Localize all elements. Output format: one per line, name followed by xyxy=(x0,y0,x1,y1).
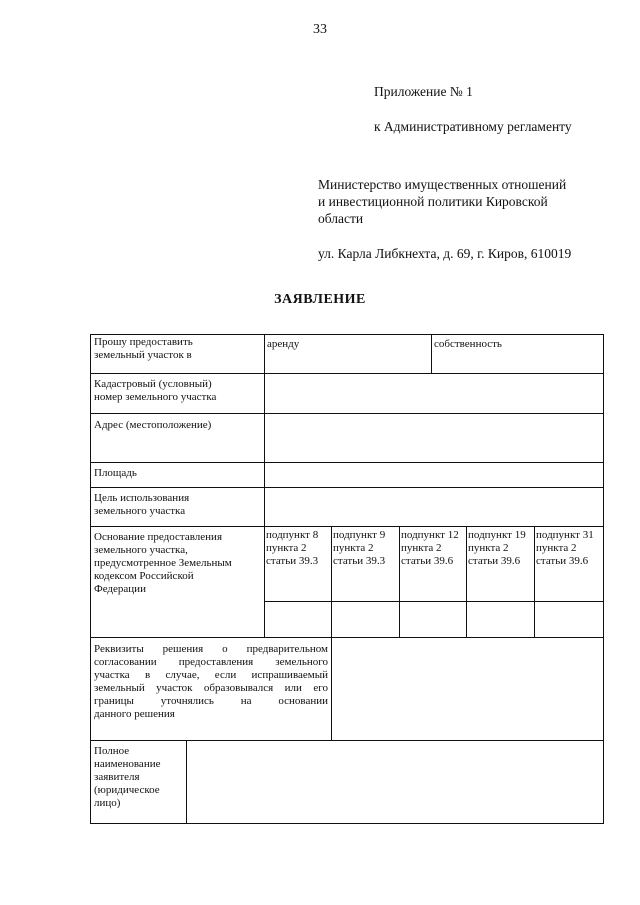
basis-check-4[interactable] xyxy=(466,601,535,638)
page-number: 33 xyxy=(313,22,327,37)
decision-label-line: земельный участок образовывался или его xyxy=(94,682,328,694)
basis-option-line: статьи 39.6 xyxy=(401,555,454,567)
cadastral-field[interactable] xyxy=(264,373,604,414)
basis-option-4[interactable] xyxy=(466,526,535,602)
decision-label-line: участка в случае, если испрашиваемый xyxy=(94,669,328,681)
applicant-label-line: наименование xyxy=(94,758,161,770)
basis-option-line: подпункт 12 xyxy=(401,529,459,541)
basis-option-2[interactable] xyxy=(331,526,400,602)
basis-label-line: земельного участка, xyxy=(94,544,188,556)
area-field[interactable] xyxy=(264,462,604,488)
basis-option-line: статьи 39.3 xyxy=(333,555,386,567)
recipient-address: ул. Карла Либкнехта, д. 69, г. Киров, 610019 xyxy=(318,246,572,261)
recipient-line-3: области xyxy=(318,211,364,226)
recipient-line-2: и инвестиционной политики Кировской xyxy=(318,194,548,209)
basis-option-line: пункта 2 xyxy=(333,542,374,554)
purpose-field[interactable] xyxy=(264,487,604,527)
basis-label-line: Федерации xyxy=(94,583,146,595)
recipient-line-1: Министерство имущественных отношений xyxy=(318,177,567,192)
basis-option-3[interactable] xyxy=(399,526,467,602)
cadastral-label-line: номер земельного участка xyxy=(94,391,217,403)
basis-check-5[interactable] xyxy=(534,601,604,638)
decision-label-line: согласовании предоставления земельного xyxy=(94,656,328,668)
basis-label-line: Основание предоставления xyxy=(94,531,223,543)
basis-option-line: пункта 2 xyxy=(536,542,577,554)
decision-details-field[interactable] xyxy=(331,637,604,741)
request-label xyxy=(90,334,265,374)
appendix-subtitle: к Административному регламенту xyxy=(374,119,572,134)
basis-option-line: статьи 39.6 xyxy=(468,555,521,567)
basis-option-line: подпункт 9 xyxy=(333,529,386,541)
cadastral-label-line: Кадастровый (условный) xyxy=(94,378,212,390)
purpose-label xyxy=(90,487,265,527)
applicant-label-line: лицо) xyxy=(94,797,121,809)
applicant-label-line: (юридическое xyxy=(94,784,160,796)
basis-option-1[interactable] xyxy=(264,526,332,602)
basis-label-line: предусмотренное Земельным xyxy=(94,557,232,569)
address-label: Адрес (местоположение) xyxy=(90,413,265,463)
basis-option-line: подпункт 19 xyxy=(468,529,526,541)
cadastral-label xyxy=(90,373,265,414)
purpose-label-line: земельного участка xyxy=(94,505,186,517)
option-ownership-label: собственность xyxy=(434,338,502,350)
basis-option-line: статьи 39.3 xyxy=(266,555,319,567)
option-ownership-cell[interactable] xyxy=(431,334,604,374)
decision-label-line: Реквизиты решения о предварительном xyxy=(94,643,328,655)
appendix-title: Приложение № 1 xyxy=(374,84,473,99)
address-field[interactable] xyxy=(264,413,604,463)
basis-label-line: кодексом Российской xyxy=(94,570,194,582)
request-label-line: Прошу предоставить xyxy=(94,336,193,348)
document-title: ЗАЯВЛЕНИЕ xyxy=(274,292,366,307)
applicant-label-line: заявителя xyxy=(94,771,140,783)
area-label: Площадь xyxy=(90,462,265,488)
applicant-name-field[interactable] xyxy=(186,740,604,824)
basis-check-3[interactable] xyxy=(399,601,467,638)
basis-option-line: подпункт 31 xyxy=(536,529,594,541)
basis-label xyxy=(90,526,265,638)
basis-option-line: пункта 2 xyxy=(401,542,442,554)
decision-details-label xyxy=(90,637,332,741)
applicant-label-line: Полное xyxy=(94,745,130,757)
basis-option-line: подпункт 8 xyxy=(266,529,319,541)
basis-check-2[interactable] xyxy=(331,601,400,638)
option-lease-label: аренду xyxy=(267,338,300,350)
applicant-name-label xyxy=(90,740,187,824)
basis-option-line: пункта 2 xyxy=(266,542,307,554)
basis-option-line: статьи 39.6 xyxy=(536,555,589,567)
decision-label-line: данного решения xyxy=(94,708,175,720)
basis-check-1[interactable] xyxy=(264,601,332,638)
option-lease-cell[interactable] xyxy=(264,334,432,374)
decision-label-line: границы уточнялись на основании xyxy=(94,695,328,707)
basis-option-5[interactable] xyxy=(534,526,604,602)
basis-option-line: пункта 2 xyxy=(468,542,509,554)
request-label-line: земельный участок в xyxy=(94,349,192,361)
purpose-label-line: Цель использования xyxy=(94,492,190,504)
